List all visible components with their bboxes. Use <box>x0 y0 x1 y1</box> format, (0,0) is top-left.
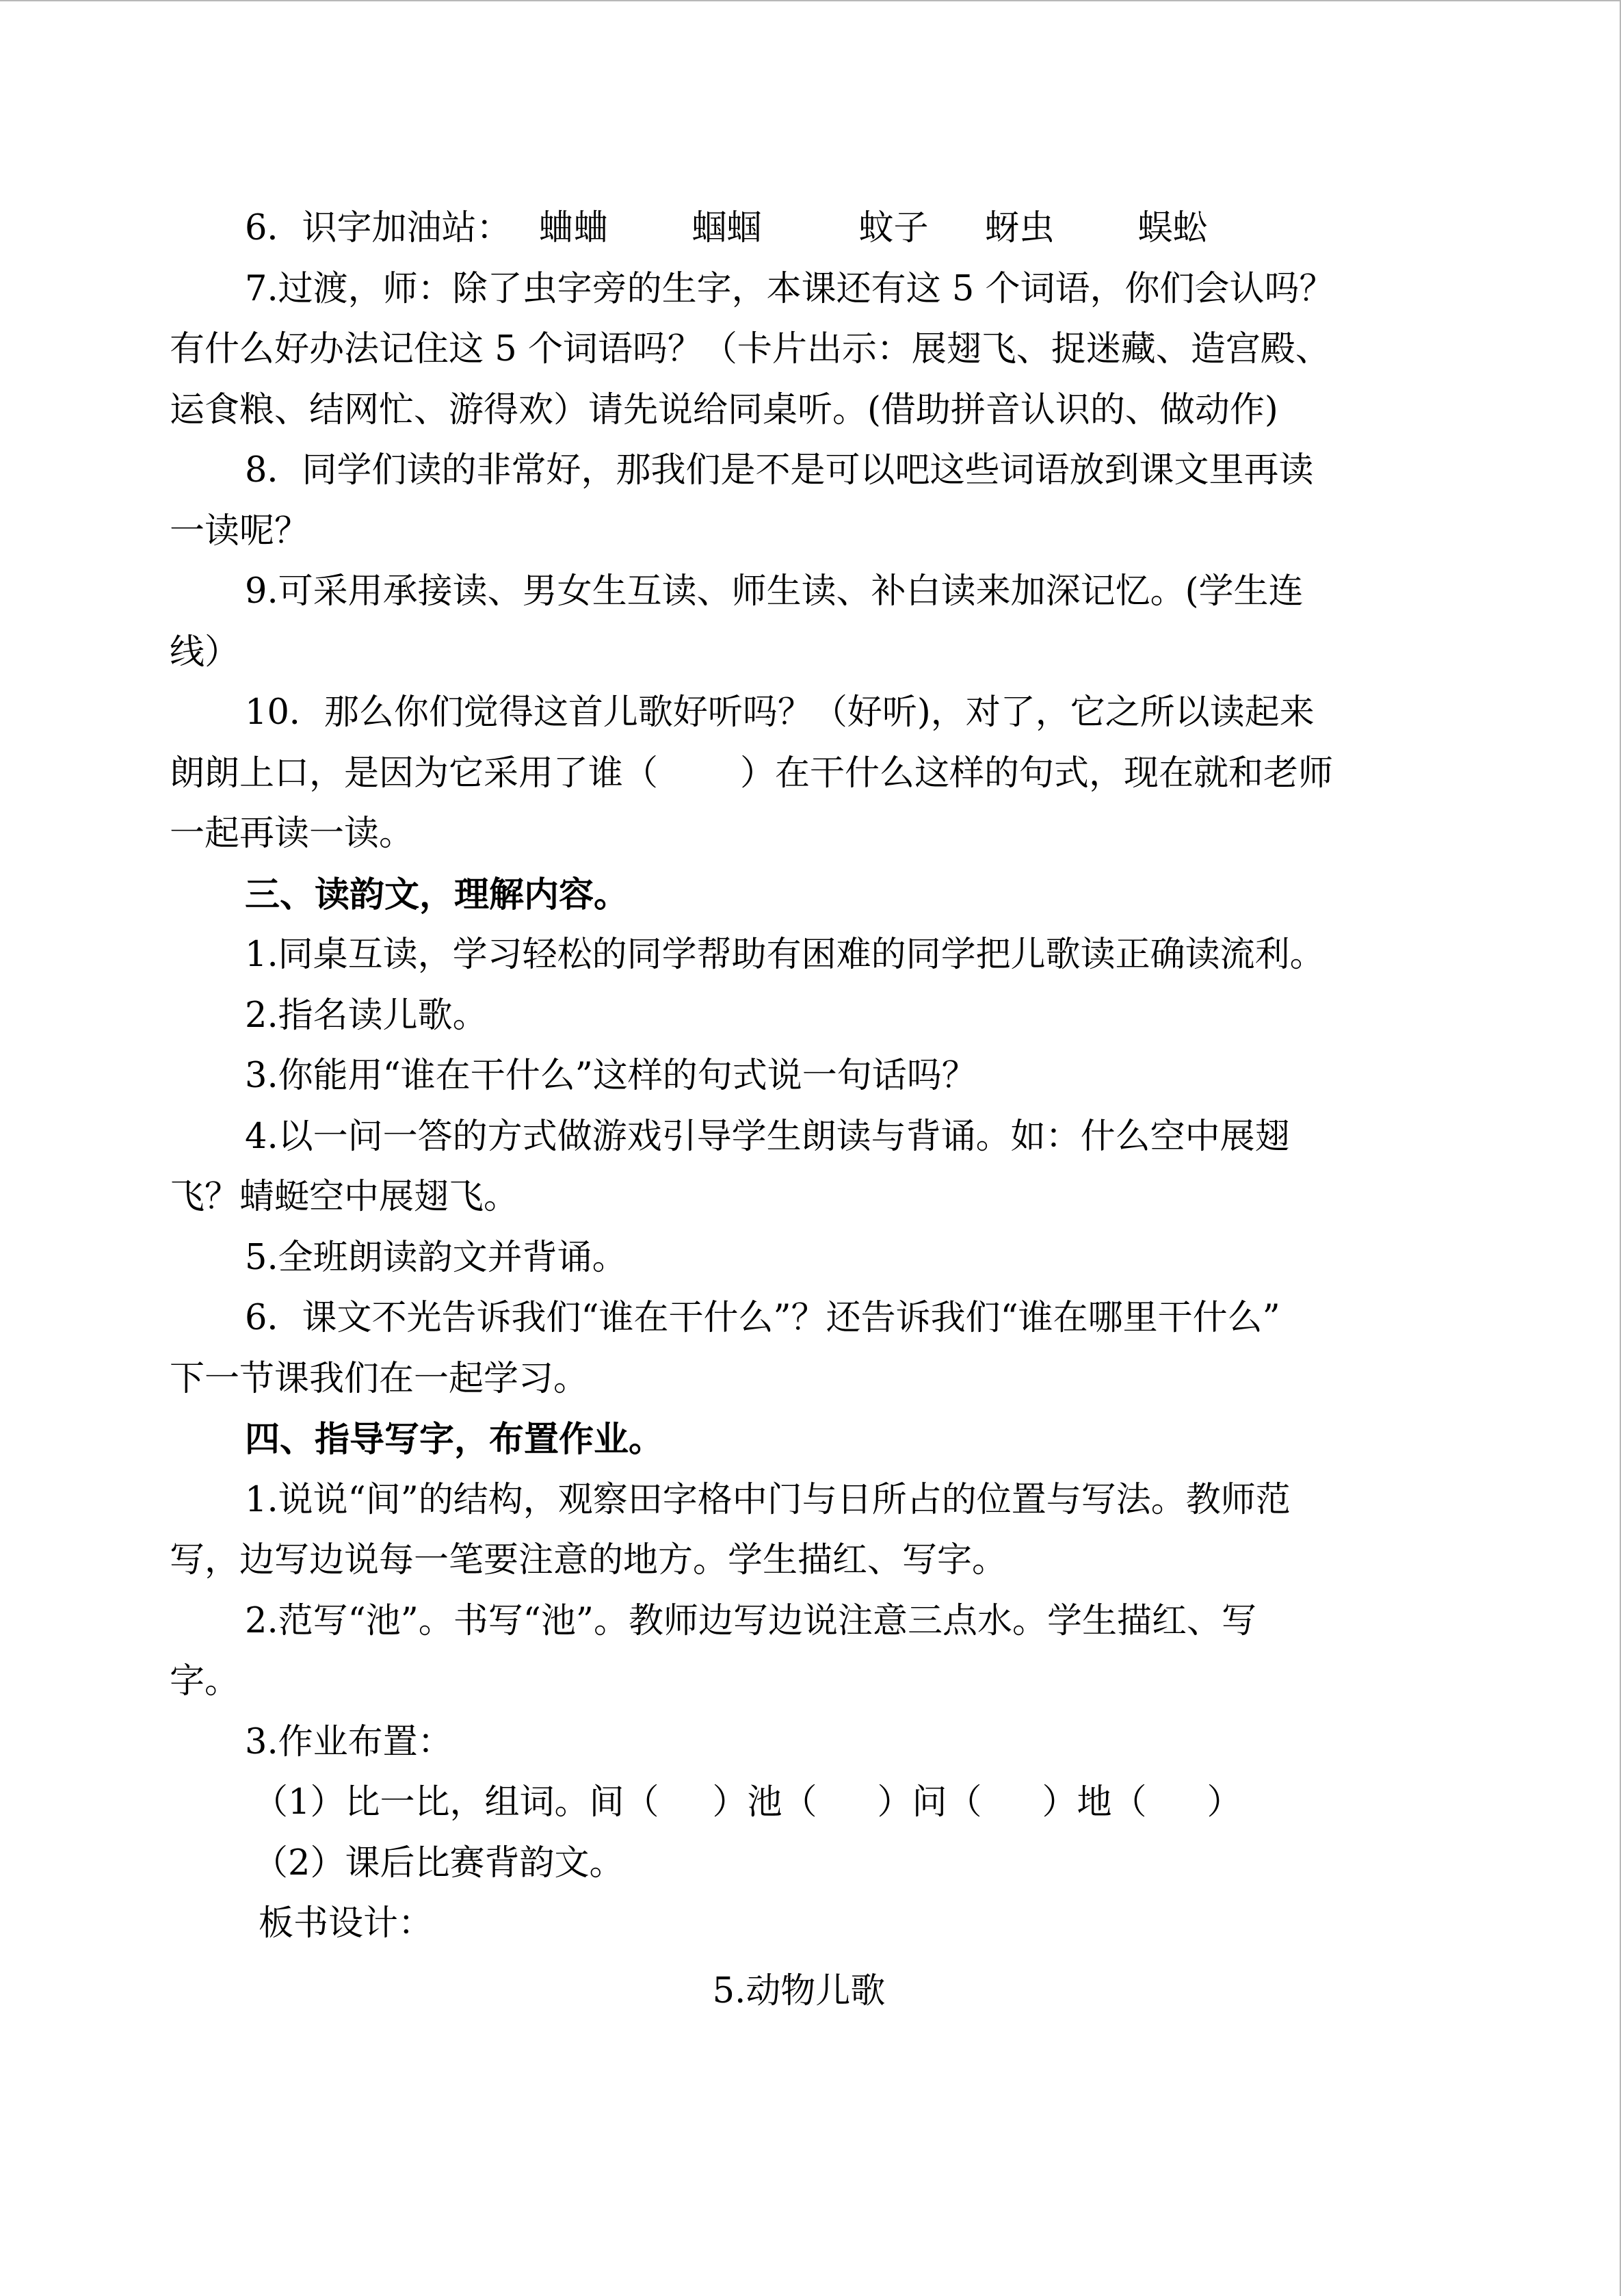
section-3-item-4-line-2: 飞？蜻蜓空中展翅飞。 <box>170 1177 519 1217</box>
item-7-line-3: 运食粮、结网忙、游得欢）请先说给同桌听。(借助拼音认识的、做动作) <box>170 389 1278 430</box>
section-4-item-1-line-2: 写，边写边说每一笔要注意的地方。学生描红、写字。 <box>170 1540 1007 1580</box>
item-9-line-2: 线） <box>170 631 240 673</box>
section-3-item-4-line-1: 4.以一问一答的方式做游戏引导学生朗读与背诵。如：什么空中展翅 <box>245 1116 1290 1157</box>
section-3-item-5: 5.全班朗读韵文并背诵。 <box>245 1237 627 1278</box>
word-wugong: 蜈蚣 <box>1137 208 1208 248</box>
item-8-line-2: 一读呢？ <box>170 510 310 551</box>
item-7-line-1: 7.过渡，师：除了虫字旁的生字，本课还有这 5 个词语，你们会认吗？ <box>245 268 1334 309</box>
section-3-heading: 三、读韵文，理解内容。 <box>245 874 629 915</box>
item-6-literacy-station <box>170 198 1455 259</box>
section-4-heading: 四、指导写字，布置作业。 <box>245 1419 664 1460</box>
word-yachong: 蚜虫 <box>984 208 1055 248</box>
section-3-item-2: 2.指名读儿歌。 <box>245 995 488 1036</box>
homework-char-chi: ）池（ <box>712 1782 817 1823</box>
homework-char-wen: ）问（ <box>877 1782 982 1823</box>
word-guoguo: 蝈蝈 <box>691 208 762 248</box>
section-4-item-3: 3.作业布置： <box>245 1721 453 1762</box>
page-border-top <box>0 0 1621 1</box>
word-ququ: 蛐蛐 <box>538 208 609 248</box>
document-body <box>170 198 1455 2022</box>
item-10-line-1: 10．那么你们觉得这首儿歌好听吗？（好听)，对了，它之所以读起来 <box>245 692 1315 733</box>
homework-item-1 <box>170 1773 1455 1834</box>
section-3-item-6-line-1: 6．课文不光告诉我们“谁在干什么”？还告诉我们“谁在哪里干什么” <box>245 1298 1280 1338</box>
section-4-item-1-line-1: 1.说说“间”的结构，观察田字格中门与日所占的位置与写法。教师范 <box>245 1479 1291 1520</box>
homework-item-2: （2）课后比赛背韵文。 <box>253 1842 624 1883</box>
item-10-line-2 <box>170 744 1455 805</box>
section-3-item-1: 1.同桌互读，学习轻松的同学帮助有困难的同学把儿歌读正确读流利。 <box>245 935 1325 975</box>
item-9-line-1: 9.可采用承接读、男女生互读、师生读、补白读来加深记忆。(学生连 <box>245 571 1304 612</box>
item-8-line-1: 8．同学们读的非常好，那我们是不是可以吧这些词语放到课文里再读 <box>245 450 1314 491</box>
item-10-line-3: 一起再读一读。 <box>170 813 414 854</box>
board-design-label: 板书设计： <box>259 1903 434 1944</box>
item-10-line-2-start: 朗朗上口，是因为它采用了谁（ <box>170 753 659 794</box>
item-10-line-2-end: ）在干什么这样的句式，现在就和老师 <box>740 753 1334 794</box>
word-wenzi: 蚊子 <box>858 208 929 248</box>
homework-close-paren: ） <box>1207 1782 1242 1823</box>
homework-char-di: ）地（ <box>1042 1782 1147 1823</box>
homework-char-jian: 间（ <box>589 1782 659 1823</box>
item-7-line-2: 有什么好办法记住这 5 个词语吗？（卡片出示：展翅飞、捉迷藏、造宫殿、 <box>170 329 1330 369</box>
section-4-item-2-line-1: 2.范写“池”。书写“池”。教师边写边说注意三点水。学生描红、写 <box>245 1600 1256 1641</box>
homework-item-1-label: （1）比一比，组词。 <box>253 1782 590 1823</box>
item-6-label: 6．识字加油站： <box>245 208 512 248</box>
section-3-item-3: 3.你能用“谁在干什么”这样的句式说一句话吗？ <box>245 1056 977 1096</box>
section-4-item-2-line-2: 字。 <box>170 1661 240 1701</box>
board-design-title: 5.动物儿歌 <box>712 1970 886 2011</box>
section-3-item-6-line-2: 下一节课我们在一起学习。 <box>170 1358 589 1399</box>
